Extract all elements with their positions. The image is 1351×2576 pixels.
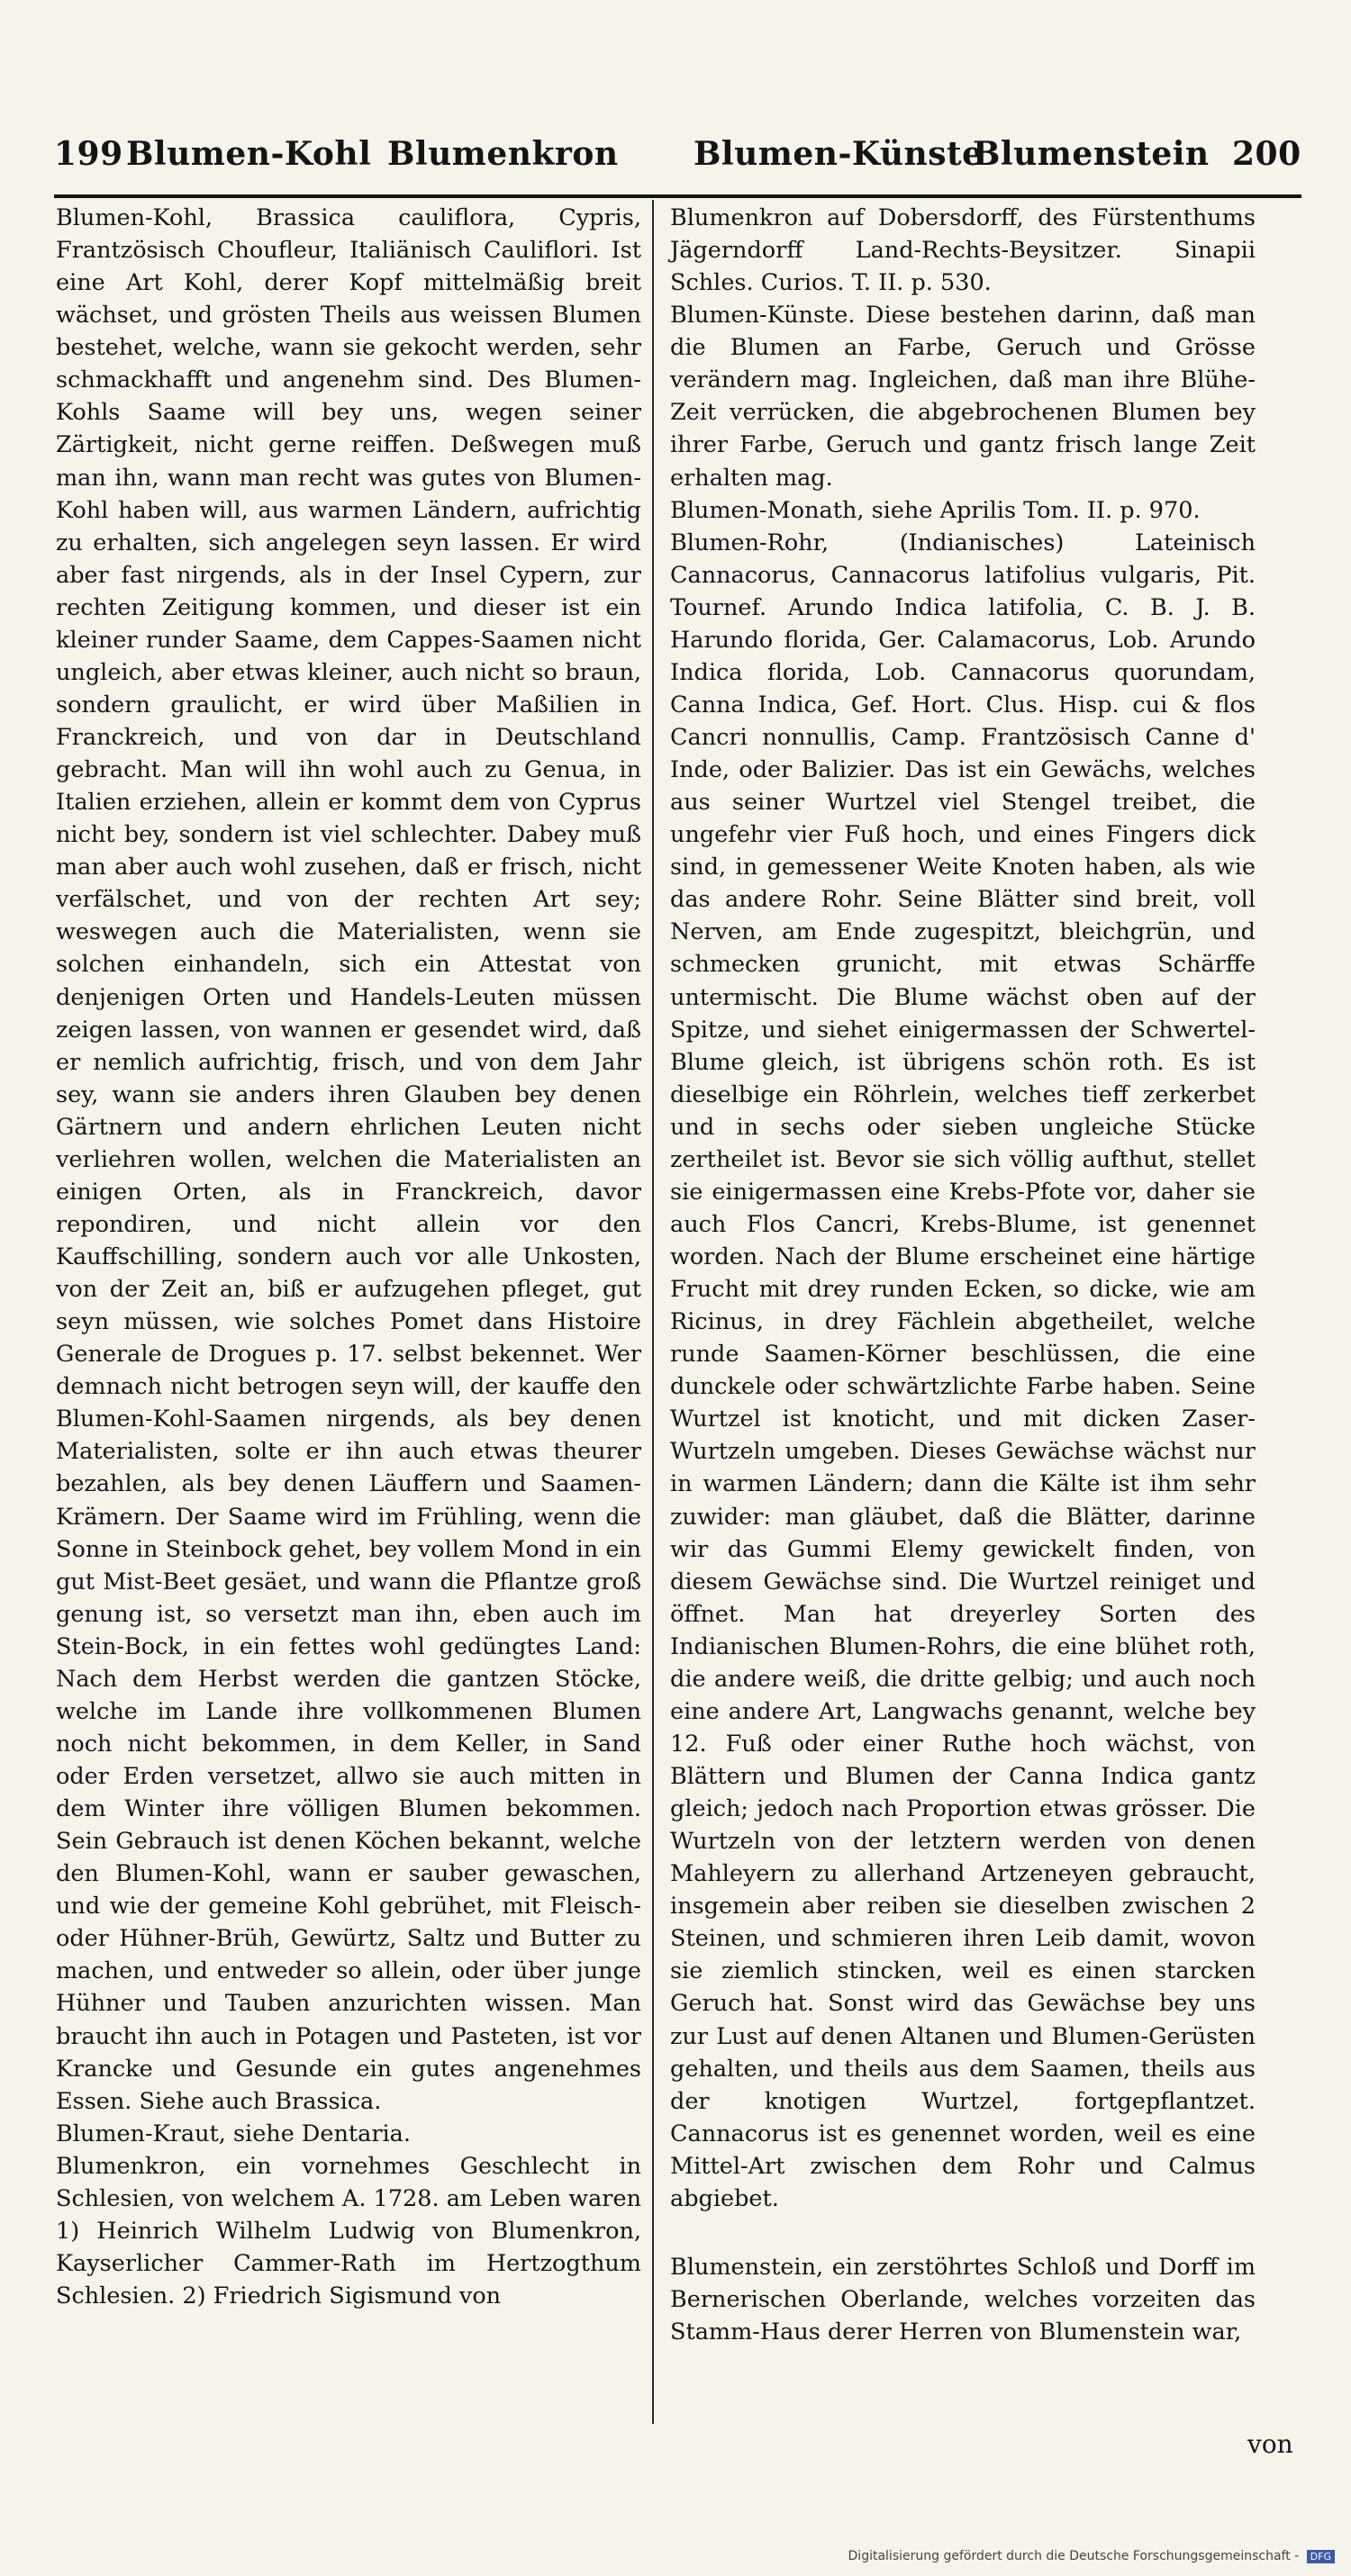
digitization-footer xyxy=(848,2549,1335,2563)
entry-blumenkron-continued: Blumenkron auf Dobersdorff, des Fürstenthums Jägerndorff Land-Rechts-Beysitzer. Sinapii Schles. Curios. T. II. p. 530. xyxy=(670,204,1256,297)
footer-text: Digitalisierung gefördert durch die Deutsche Forschungsgemeinschaft - xyxy=(848,2549,1300,2563)
entry-blumen-kohl: Blumen-Kohl, Brassica cauliflora, Cypris, Frantzösisch Choufleur, Italiänisch Cauliflori. Ist eine Art Kohl, derer Kopf mittelmäßig breit wächset, und grösten Theils aus weissen Blumen bestehet, welche, wann sie gekocht werden, sehr schmackhafft und angenehm sind. Des Blumen-Kohls Saame will bey uns, wegen seiner Zärtigkeit, nicht gerne reiffen. Deßwegen muß man ihn, wann man recht was gutes von Blumen-Kohl haben will, aus warmen Ländern, aufrichtig zu erhalten, sich angelegen seyn lassen. Er wird aber fast nirgends, als in der Insel Cypern, zur rechten Zeitigung kommen, und dieser ist ein kleiner runder Saame, dem Cappes-Saamen nicht ungleich, aber etwas kleiner, auch nicht so braun, sondern graulicht, er wird über Maßilien in Franckreich, und von dar in Deutschland gebracht. Man will ihn wohl auch zu Genua, in Italien erziehen, allein er kommt dem von Cyprus nicht bey, sondern ist viel schlechter. Dabey muß man aber auch wohl zusehen, daß er frisch, nicht verfälschet, und von der rechten Art sey; weswegen auch die Materialisten, wenn sie solchen einhandeln, sich ein Attestat von denjenigen Orten und Handels-Leuten müssen zeigen lassen, von wannen er gesendet wird, daß er nemlich aufrichtig, frisch, und von dem Jahr sey, wann sie anders ihren Glauben bey denen Gärtnern und andern ehrlichen Leuten nicht verliehren wollen, welchen die Materialisten an einigen Orten, als in Franckreich, davor repondiren, und nicht allein vor den Kauffschilling, sondern auch vor alle Unkosten, von der Zeit an, biß er aufzugehen pfleget, gut seyn müssen, wie solches Pomet dans Histoire Generale de Drogues p. 17. selbst bekennet. Wer demnach nicht betrogen seyn will, der kauffe den Blumen-Kohl-Saamen nirgends, als bey denen Materialisten, solte er ihn auch etwas theurer bezahlen, als bey denen Läuffern und Saamen-Krämern. Der Saame wird im Frühling, wenn die Sonne in Steinbock gehet, bey vollem Mond in ein gut Mist-Beet gesäet, und wann die Pflantze groß genung ist, so versetzt man ihn, eben auch im Stein-Bock, in ein fettes wohl gedüngtes Land: Nach dem Herbst werden die gantzen Stöcke, welche im Lande ihre vollkommenen Blumen noch nicht bekommen, in dem Keller, in Sand oder Erden versetzet, allwo sie auch mitten in dem Winter ihre völligen Blumen bekommen. Sein Gebrauch ist denen Köchen bekannt, welche den Blumen-Kohl, wann er sauber gewaschen, und wie der gemeine Kohl gebrühet, mit Fleisch- oder Hühner-Brüh, Gewürtz, Saltz und Butter zu machen, und entweder so allein, oder über junge Hühner und Tauben anzurichten wissen. Man braucht ihn auch in Potagen und Pasteten, ist vor Krancke und Gesunde ein gutes angenehmes Essen. Siehe auch Brassica. xyxy=(56,204,641,2115)
entry-blumen-kraut: Blumen-Kraut, siehe Dentaria. xyxy=(56,2120,411,2147)
page-number-right: 200 xyxy=(1232,135,1301,173)
entry-blumenkron: Blumenkron, ein vornehmes Geschlecht in Schlesien, von welchem A. 1728. am Leben waren 1) Heinrich Wilhelm Ludwig von Blumenkron, Kayserlicher Cammer-Rath im Hertzogthum Schlesien. 2) Friedrich Sigismund von xyxy=(56,2152,641,2309)
page-number-left: 199 xyxy=(54,135,123,173)
dfg-logo-icon: DFG xyxy=(1307,2550,1335,2563)
entry-blumen-monath: Blumen-Monath, siehe Aprilis Tom. II. p. 970. xyxy=(670,496,1201,524)
left-column xyxy=(56,202,641,2312)
catchword: von xyxy=(1247,2429,1293,2459)
entry-blumen-kuenste: Blumen-Künste. Diese bestehen darinn, daß man die Blumen an Farbe, Geruch und Grösse verändern mag. Ingleichen, daß man ihre Blühe-Zeit verrücken, die abgebrochenen Blumen bey ihrer Farbe, Geruch und gantz frisch lange Zeit erhalten mag. xyxy=(670,302,1256,492)
entry-blumen-rohr: Blumen-Rohr, (Indianisches) Lateinisch Cannacorus, Cannacorus latifolius vulgaris, Pit. Tournef. Arundo Indica latifolia, C. B. J. B. Harundo florida, Ger. Calamacorus, Lob. Arundo Indica florida, Lob. Cannacorus quorundam, Canna Indica, Gef. Hort. Clus. Hisp. cui & flos Cancri nonnullis, Camp. Frantzösisch Canne d' Inde, oder Balizier. Das ist ein Gewächs, welches aus seiner Wurtzel viel Stengel treibet, die ungefehr vier Fuß hoch, und eines Fingers dick sind, in gemessener Weite Knoten haben, als wie das andere Rohr. Seine Blätter sind breit, voll Nerven, am Ende zugespitzt, bleichgrün, und schmecken grunicht, mit etwas Schärffe untermischt. Die Blume wächst oben auf der Spitze, und siehet einigermassen der Schwertel-Blume gleich, ist übrigens schön roth. Es ist dieselbige ein Röhrlein, welches tieff zerkerbet und in sechs oder sieben ungleiche Stücke zertheilet ist. Bevor sie sich völlig aufthut, stellet sie einigermassen eine Krebs-Pfote vor, daher sie auch Flos Cancri, Krebs-Blume, ist genennet worden. Nach der Blume erscheinet eine härtige Frucht mit drey runden Ecken, so dicke, wie am Ricinus, in drey Fächlein abgetheilet, welche runde Saamen-Körner beschlüssen, die eine dunckele oder schwärtzlichte Farbe haben. Seine Wurtzel ist knoticht, und mit dicken Zaser-Wurtzeln umgeben. Dieses Gewächse wächst nur in warmen Ländern; dann die Kälte ist ihm sehr zuwider: man gläubet, daß die Blätter, darinne wir das Gummi Elemy gewickelt finden, von diesem Gewächse sind. Die Wurtzel reiniget und öffnet. Man hat dreyerley Sorten des Indianischen Blumen-Rohrs, die eine blühet roth, die andere weiß, die dritte gelbig; und auch noch eine andere Art, Langwachs genannt, welche bey 12. Fuß oder einer Ruthe hoch wächst, von Blättern und Blumen der Canna Indica gantz gleich; jedoch nach Proportion etwas grösser. Die Wurtzeln von der letztern werden von denen Mahleyern zu allerhand Artzeneyen gebraucht, insgemein aber reiben sie dieselben zwischen 2 Steinen, und schmieren ihren Leib damit, wovon sie ziemlich stincken, weil es einen starcken Geruch hat. Sonst wird das Gewächse bey uns zur Lust auf denen Altanen und Blumen-Gerüsten gehalten, und theils aus dem Saamen, theils aus der knotigen Wurtzel, fortgepflantzet. Cannacorus ist es genennet worden, weil es eine Mittel-Art zwischen dem Rohr und Calmus abgiebet. xyxy=(670,529,1256,2212)
column-divider xyxy=(652,200,654,2424)
running-head-3: Blumen-Künste xyxy=(694,135,984,173)
page-header xyxy=(0,135,1351,198)
right-column xyxy=(670,202,1256,2348)
running-head-4: Blumenstein xyxy=(973,135,1210,173)
running-head-2: Blumenkron xyxy=(387,135,619,173)
running-head-1: Blumen-Kohl xyxy=(126,135,372,173)
entry-gap xyxy=(670,2215,1256,2251)
header-rule xyxy=(54,194,1301,198)
entry-blumenstein: Blumenstein, ein zerstöhrtes Schloß und Dorff im Bernerischen Oberlande, welches vorzeiten das Stamm-Haus derer Herren von Blumenstein war, xyxy=(670,2253,1256,2346)
